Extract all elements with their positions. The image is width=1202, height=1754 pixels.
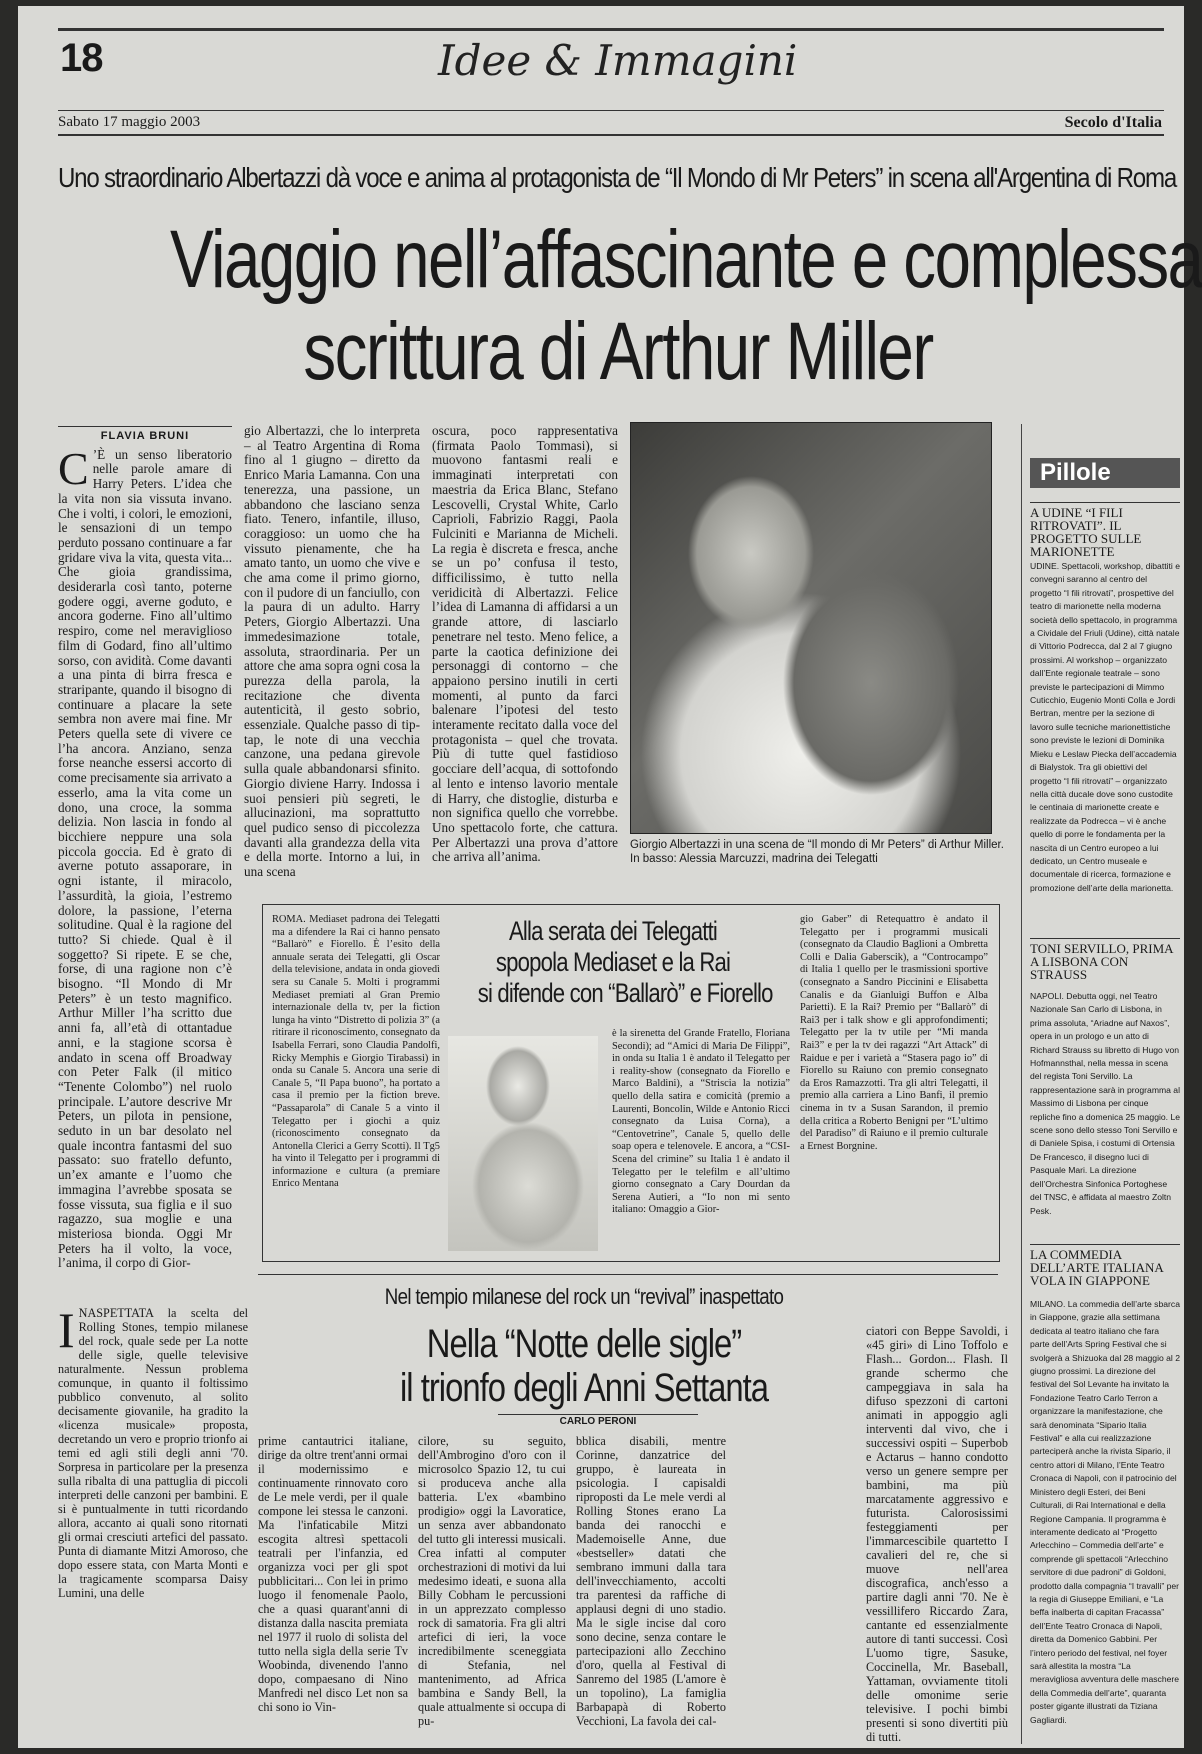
marcuzzi-photo bbox=[448, 1036, 598, 1251]
article-col3-text: oscura, poco rappresentativa (firmata Paolo Tommasi), si muovono fantasmi reali e immaginati interpretati con maestria da Erica Blanc, Stefano Lescovelli, Crystal White, Carlo Caprioli, Fabrizio Raggi, Paola Fulciniti e Marianna de Micheli. La regia è discreta e fresca, anche se un po’ confusa il testo, difficilissimo, è tutto nella veridicità di Albertazzi. Felice l’idea di Lamanna di affidarsi a un grande attore, di lasciarlo penetrare nel testo. Meno felice, a parte la caotica definizione dei personaggi di contorno – che appaiono persino inutili in certi momenti, al punto da farci balenare l’ipotesi del testo interamente recitato dalla voce del protagonista – quel che trovata. Più di tutte quel fastidioso gocciare dell’acqua, di sottofondo al lento e intenso lavorio mentale di Harry, che distoglie, disturba e non significa quello che vorrebbe. Uno spettacolo forte, che cattura. Per Albertazzi una prova d’attore che arriva all’anima. bbox=[432, 423, 618, 865]
rock-column-5 bbox=[866, 1324, 1008, 1742]
telegatti-col2-text: è la sirenetta del Grande Fratello, Floriana Secondi); ad “Amici di Maria De Filippi”, in onda su Italia 1 è andato il Telegatto per i reality-show (consegnato da Fiorello e Marco Baldini), a “Striscia la notizia” quello della satira e comicità (premio a Laurenti, Boncolin, Wilde e Antonio Ricci consegnato da Luisa Corna), a “Centovetrine”, Canale 5, quello delle soap opera e telenovele. E ancora, a “CSI-Scena del crimine” su Italia 1 è andato il Telegatto per le telefilm e all’ultimo giorno consegnato a Cary Dourdan da Serena Autieri, a “Io non mi sento italiano: Omaggio a Gior- bbox=[612, 1028, 790, 1216]
article-dropcap: C bbox=[58, 442, 89, 494]
rock-byline: CARLO PERONI bbox=[498, 1414, 698, 1427]
sidebar-item-3-text: MILANO. La commedia dell’arte sbarca in Giappone, grazie alla settimana dedicata al teatro italiano che fara parte dell’Arts Spring Festival che si svolgerà a Shizuoka dal 28 maggio al 2 giugno prossimi. La direzione del festival del Sol Levante ha invitato la Fondazione Teatro Carlo Terron a organizzare la manifestazione, che sarà denominata “Sipario Italia Festival” e alla cui realizzazione parteciperà anche la rivista Sipario, il centro attori di Milano, l’Ente Teatro Cronaca di Napoli, con il patrocinio del Ministero degli Esteri, dei Beni Culturali, di Rai International e della Regione Campania. Il programma è interamente dedicato al “Progetto Arlecchino – Commedia dell’arte” e comprende gli spettacoli “Arlecchino servitore di due padroni” di Goldoni, prodotto dalla compagnia “I travalli” per la regia di Giuseppe Emiliani, e “La beffa inalberta di capitan Fracassa” dell’Ente Teatro Cronaca di Napoli, diretta da Domenico Gabbini. Per l’intero periodo del festival, nel foyer sarà allestita la mostra “La meravigliosa avventura delle maschere della Commedia dell’arte”, quaranta poster gigante illustrati da Tiziana Gagliardi. bbox=[1030, 1299, 1181, 1725]
telegatti-title-2: spopola Mediaset e la Rai bbox=[495, 947, 731, 977]
header-rule-mid bbox=[58, 110, 1164, 111]
telegatti-col1-text: ROMA. Mediaset padrona dei Telegatti ma a difendere la Rai ci hanno pensato “Ballarò” e Fiorello. È l’esito della annuale serata dei Telegatti, gli Oscar della televisione, andata in onda giovedì sera su Canale 5. Molti i programmi Mediaset premiati al Gran Premio internazionale della tv, per la fiction lunga ha vinto “Distretto di polizia 3” (a ritirare il riconoscimento, consegnato da Isabella Ferrari, sono Claudia Pandolfi, Ricky Memphis e Giorgio Tirabassi) in onda su Canale 5. Ancora una serie di Canale 5, “Il Papa buono”, ha portato a casa il premio per la fiction breve. “Passaparola” di Canale 5 a vinto il Telegatto per i giochi a quiz (riconoscimento consegnato da Antonella Clerici a Gerry Scotti). Il Tg5 ha vinto il Telegatto per i programmi di informazione e cultura (a premiare Enrico Mentana bbox=[272, 914, 440, 1190]
section-title: Idee & Immagini bbox=[438, 36, 798, 85]
article-column-3 bbox=[432, 424, 618, 894]
rock-column-2 bbox=[258, 1434, 408, 1742]
headline-line-1: Viaggio nell’affascinante e complessa bbox=[170, 214, 1202, 305]
telegatti-title-3: si difende con “Ballarò” e Fiorello bbox=[477, 978, 773, 1008]
article-headline bbox=[58, 214, 1202, 398]
rock-kicker: Nel tempio milanese del rock un “revival” inaspettato bbox=[384, 1284, 784, 1309]
sidebar-item-3-title: LA COMMEDIA DELL’ARTE ITALIANA VOLA IN GIAPPONE bbox=[1030, 1244, 1180, 1287]
rock-title-2: il trionfo degli Anni Settanta bbox=[399, 1366, 769, 1410]
rock-col1-text: NASPETTATA la scelta del Rolling Stones, tempio milanese del rock, quale sede per La notte delle sigle, quelle televisive naturalmente. Nessun problema comunque, in quanto il foltissimo pubblico convenuto, al solito decisamente giovanile, ha gradito la «licenza musicale» proposta, decretando un vero e proprio trionfo ai temi ed agli stili degli anni '70. Sorpresa in particolare per la presenza sulla ribalta di una pattuglia di piccoli interpreti delle canzoni per bambini. E si è puntualmente in tutti ricordando allora, accanto ai quali sono ritornati gli ormai cresciuti artefici del passato. Punta di diamante Mitzi Amoroso, che dopo essere stata, con Marta Monti e la tragicamente scomparsa Daisy Lumini, una delle bbox=[58, 1306, 248, 1600]
headline-line-2: scrittura di Arthur Miller bbox=[303, 306, 933, 397]
rock-col2-text: prime cantautrici italiane, dirige da oltre trent'anni ormai il modernissimo e continuamente rinnovato coro de Le mele verdi, per il quale compone lei stessa le canzoni. Ma l'infaticabile Mitzi escogita altresì spettacoli teatrali per l'infanzia, ed organizza voci per gli spot pubblicitari... Con lei in primo luogo il fenomenale Paolo, che a quasi quarant'anni di distanza dalla nascita premiata nel 1977 il ruolo di solista del tutto nella sigla della serie Tv Woobinda, divenendo l'anno dopo, compaesano di Nino Manfredi nel disco Let non sa chi sono io Vin- bbox=[258, 1434, 408, 1714]
rock-column-4 bbox=[576, 1434, 726, 1742]
telegatti-title-1: Alla serata dei Telegatti bbox=[508, 916, 718, 946]
rock-dropcap: I bbox=[58, 1302, 75, 1358]
telegatti-column-1 bbox=[272, 914, 440, 1254]
sidebar-item-2-text: NAPOLI. Debutta oggi, nel Teatro Nazionale San Carlo di Lisbona, in prima assoluta, “Ariadne auf Naxos”, opera in un prologo e un atto di Richard Strauss su libretto di Hugo von Hofmannsthal, nella messa in scena del regista Toni Servillo. La rappresentazione sarà in programma al Massimo di Lisbona per cinque repliche fino a domenica 25 maggio. Le scene sono dello stesso Toni Servillo e di Daniele Spisa, i costumi di Ortensia De Francesco, il disegno luci di Pasquale Mari. La direzione dell’Orchestra Sinfonica Portoghese del TNSC, è affidata al maestro Zoltn Pesk. bbox=[1030, 991, 1181, 1216]
header-rule-top bbox=[58, 28, 1164, 31]
article-byline: FLAVIA BRUNI bbox=[58, 426, 232, 444]
article-col1-text: ’È un senso liberatorio nelle parole amare di Harry Peters. L’idea che la vita non sia vissuta invano. Che i volti, i colori, le emozioni, le sensazioni di un tempo perduto possano continuare a far gridare viva la vita, questa vita... Che gioia grandissima, desiderarla così tanto, poterne godere oggi, averne goduto, e ancora goderne. Fino all’ultimo respiro, come nel meraviglioso film di Godard, fino all’ultimo sorso, con avidità. Come davanti a una pinta di birra fresca e straripante, quando il bisogno di continuare a placare la sete sembra non avere mai fine. Mr Peters quella sete di vivere ce l’ha ancora. Anziano, senza forse neanche essersi accorto di come precisamente sia arrivato a esserlo, ama la vita come un dono, una croce, la somma delizia. Non lascia in fondo al bicchiere neppure una sola piccola goccia. Ed è grato di averne potuto assaporare, in ogni istante, il miracolo, l’assurdità, la gioia, l’estremo dolore, la passione, l’eterna solitudine. Qual è la ragione del tutto? Si chiede. Qual è il soggetto? Si ripete. E se che, forse, di una ragione non c’è bisogno. “Il Mondo di Mr Peters” è un testo magnifico. Arthur Miller l’ha scritto due anni fa, all’età di ottantadue anni, e la stagione scorsa è andato in scena off Broadway con Peter Falk (il mitico “Tenente Colombo”) nel ruolo principale. L’autore descrive Mr Peters, un pilota in pensione, seduto in un bar desolato nel quale incontra fantasmi del suo passato: suo fratello defunto, un’ex amante e l’uomo che immagina l’avrebbe sposata se fosse vissuta, sua figlia e il suo ragazzo, sua moglie e una misteriosa bionda. Oggi Mr Peters ha il volto, la voce, l’anima, il corpo di Gior- bbox=[58, 446, 232, 1271]
rock-column-1 bbox=[58, 1302, 248, 1742]
telegatti-column-3 bbox=[800, 914, 988, 1254]
photo-caption: Giorgio Albertazzi in una scena de “Il mondo di Mr Peters” di Arthur Miller. In basso: Alessia Marcuzzi, madrina dei Telegatti bbox=[630, 839, 1004, 865]
article-col2-text: gio Albertazzi, che lo interpreta – al Teatro Argentina di Roma fino al 1 giugno – diretto da Enrico Maria Lamanna. Con una tenerezza, una passione, un abbandono che lasciano senza fiato. Tenero, infantile, illuso, coraggioso: un uomo che ha vissuto pienamente, che ha amato tanto, un uomo che vive e che ama come il primo giorno, con il pudore di un fanciullo, con la paura di un adulto. Harry Peters, Giorgio Albertazzi. Una immedesimazione totale, assoluta, straordinaria. Per un attore che ama sopra ogni cosa la purezza della parola, la recitazione che diventa autenticità, il gesto sobrio, essenziale. Qualche passo di tip-tap, le note di una vecchia canzone, una pedana girevole sulla quale abbandonarsi sfinito. Giorgio diviene Harry. Indossa i suoi pensieri più segreti, le allucinazioni, ma soprattutto quel pudico senso di piccolezza davanti alla grandezza della vita e della morte. Intorno a lui, in una scena bbox=[244, 423, 420, 880]
date-line: Sabato 17 maggio 2003 bbox=[58, 114, 201, 130]
rock-column-3 bbox=[418, 1434, 566, 1742]
sidebar-item-1-title: A UDINE “I FILI RITROVATI”. IL PROGETTO SULLE MARIONETTE bbox=[1030, 502, 1180, 558]
rock-col3-text: cilore, su seguito, dell'Ambrogino d'oro con il microsolco Spazio 12, tu cui si produceva anche alla batteria. L'ex «bambino prodigio» oggi la Lavoratice, un senza aver abbandonato del tutto gli interessi musicali. Crea infatti al computer orchestrazioni di motivi da lui medesimo ideati, e suona alla Billy Cobham le percussioni in un apprezzato complesso rock di samatoria. Fra gli altri artefici di ieri, la voce incredibilmente sceneggiata di Stefania, nel mantenimento, ad Africa bambina e Sandy Bell, la quale attualmente si occupa di pu- bbox=[418, 1434, 566, 1728]
page-number: 18 bbox=[60, 36, 103, 80]
rock-col4-text: bblica disabili, mentre Corinne, danzatrice del gruppo, è laureata in psicologia. I capisaldi riproposti da Le mele verdi al Rolling Stones erano La banda dei ranocchi e Mademoiselle Anne, due «bestseller» datati che sembrano immuni dalla tara dell'invecchiamento, accolti tra parentesi da raffiche di applausi degni di uno stadio. Ma le sigle incise dal coro sono decine, senza contare le partecipazioni allo Zecchino d'oro, quella al Festival di Sanremo del 1985 (L'amore è un topolino), La famiglia Barbapapà di Roberto Vecchioni, La favola dei cal- bbox=[576, 1434, 726, 1728]
newspaper-name: Secolo d'Italia bbox=[1064, 114, 1162, 131]
telegatti-col3-text: gio Gaber” di Retequattro è andato il Telegatto per i programmi musicali (consegnato da Claudio Baglioni a Ombretta Colli e Dalia Gaberscik), a “Controcampo” di Italia 1 quello per le trasmissioni sportive (consegnato a Sandro Piccinini e Elisabetta Canalis e da Gianluigi Buffon e Alba Parietti). E la Rai? Premio per “Ballarò” di Rai3 per i talk show e gli approfondimenti; Telegatto per la tv utile per “Mi manda Rai3” e per la tv dei ragazzi “Art Attack” di Raidue e per i varietà a “Stasera pago io” di Fiorello su Raiuno con premio consegnato da Eros Ramazzotti. Tra gli altri Telegatti, il premio alla carriera a Lino Banfi, il premio cinema in tv a Susan Sarandon, il premio della critica a Roberto Benigni per “L’ultimo del Paradiso” di Raiuno e il premio culturale a Ernest Borgnine. bbox=[800, 914, 988, 1152]
header-rule-bottom bbox=[58, 134, 1164, 136]
rock-title bbox=[304, 1322, 864, 1410]
sidebar-item-2-title: TONI SERVILLO, PRIMA A LISBONA CON STRAUSS bbox=[1030, 938, 1180, 981]
article-kicker: Uno straordinario Albertazzi dà voce e anima al protagonista de “Il Mondo di Mr Peters” in scena all'Argentina di Roma bbox=[58, 162, 1177, 193]
albertazzi-photo bbox=[630, 422, 992, 834]
sidebar-title: Pillole bbox=[1030, 458, 1180, 488]
article-column-1 bbox=[58, 426, 232, 1271]
article-column-2 bbox=[244, 424, 420, 894]
rock-title-1: Nella “Notte delle sigle” bbox=[426, 1322, 742, 1366]
newspaper-page bbox=[18, 6, 1202, 1748]
telegatti-column-2 bbox=[612, 1028, 790, 1254]
telegatti-title bbox=[448, 916, 778, 1009]
sidebar-item-1-text: UDINE. Spettacoli, workshop, dibattiti e convegni saranno al centro del progetto “I fili ritrovati”, prospettive del teatro di marionette nella moderna società dello spettacolo, in programma a Cividale del Friuli (Udine), città natale di Vittorio Podrecca, dal 2 al 7 giugno prossimi. Al workshop – organizzato dall’Ente regionale teatrale – sono previste le partecipazioni di Mimmo Cuticchio, Eugenio Monti Colla e Jordi Bertran, mentre per la sezione di lavoro sulle tecniche marionettistiche sono previste le lezioni di Dominika Mieku e Leslaw Piecka dell’accademia di Bialystok. Tra gli obiettivi del progetto “I fili ritrovati” – organizzato nella città ducale dove sono custodite le centinaia di marionette create e realizzate da Podrecca – vi è anche quello di porre le fondamenta per la nascita di un Centro europeo a lui dedicato, un Centro museale e documentale di ricerca, formazione e promozione dell’arte della marionetta. bbox=[1030, 561, 1180, 893]
rock-col5-text: ciatori con Beppe Savoldi, i «45 giri» di Lino Toffolo e Flash... Gordon... Flash. Il grande schermo che campeggiava in sala ha difuso spezzoni di cartoni animati in appoggio agli interventi dal vivo, che i successivi ospiti – Superbob e Actarus – hanno condotto verso un genere sempre per bambini, ma più marcatamente aggressivo e futurista. Calorosissimi festeggiamenti per l'immarcescibile quartetto I cavalieri del re, che si muove nell'area discografica, anch'esso a partire dagli anni '70. Ne è vessillifero Riccardo Zara, cantante ed essenzialmente autore di tanti successi. Così L'uomo tigre, Sasuke, Coccinella, Mr. Baseball, Yattaman, ovviamente titoli delle omonime serie televisive. I pochi bimbi presenti si sono divertiti più di tutti. bbox=[866, 1324, 1008, 1744]
